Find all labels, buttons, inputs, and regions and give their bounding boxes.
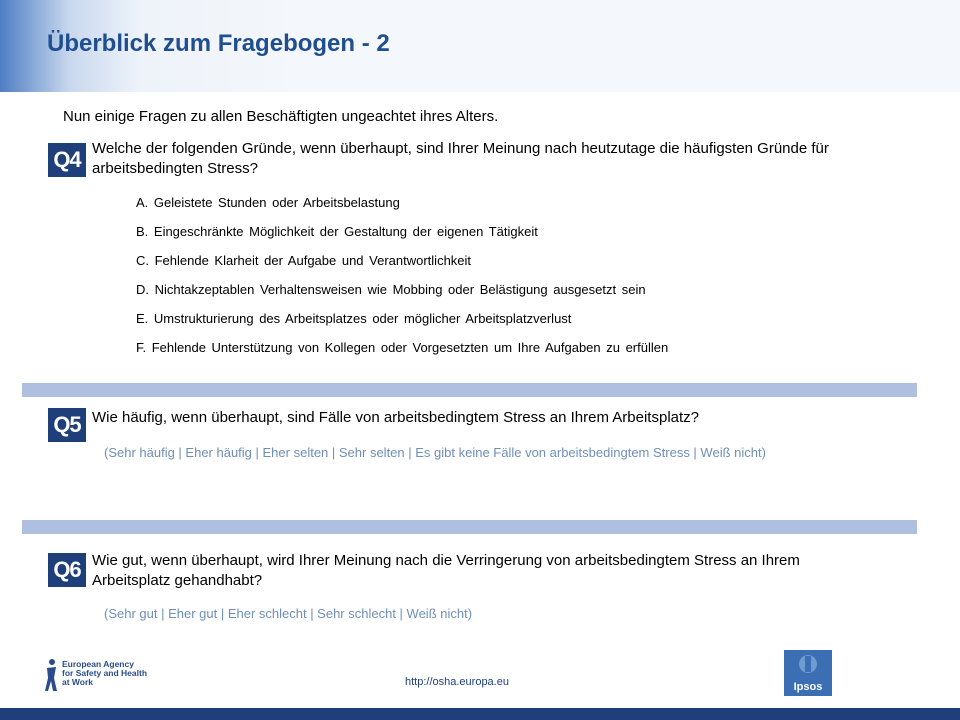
q5-badge: Q5 [48,408,86,442]
q4-option-d: D. Nichtakzeptablen Verhaltensweisen wie Mobbing oder Belästigung ausgesetzt sein [136,282,646,297]
ipsos-logo [784,650,832,696]
q4-question: Welche der folgenden Gründe, wenn überhaupt, sind Ihrer Meinung nach heutzutage die häufigsten Gründe für arbeitsbedingten Stress? [92,140,829,177]
page-title: Überblick zum Fragebogen - 2 [47,30,390,57]
q4-option-a: A. Geleistete Stunden oder Arbeitsbelastung [136,195,400,210]
eu-osha-logo [44,658,164,692]
eu-osha-figure-icon [44,658,58,692]
intro-text: Nun einige Fragen zu allen Beschäftigten ungeachtet ihres Alters. [63,108,499,125]
q6-question: Wie gut, wenn überhaupt, wird Ihrer Meinung nach die Verringerung von arbeitsbedingtem Stress an Ihrem Arbeitsplatz gehandhabt? [92,552,800,589]
section-separator [22,520,917,534]
section-separator [22,383,917,397]
q4-badge: Q4 [48,143,86,177]
q4-option-f: F. Fehlende Unterstützung von Kollegen oder Vorgesetzten um Ihre Aufgaben zu erfüllen [136,340,669,355]
q6-badge: Q6 [48,553,86,587]
q4-option-b: B. Eingeschränkte Möglichkeit der Gestaltung der eigenen Tätigkeit [136,224,538,239]
q4-option-c: C. Fehlende Klarheit der Aufgabe und Verantwortlichkeit [136,253,472,268]
footer-url[interactable]: http://osha.europa.eu [405,676,509,688]
q6-answer-options: (Sehr gut | Eher gut | Eher schlecht | Sehr schlecht | Weiß nicht) [104,606,473,621]
q5-answer-options: (Sehr häufig | Eher häufig | Eher selten | Sehr selten | Es gibt keine Fälle von arbeitsbedingtem Stress | Weiß nicht) [104,445,766,460]
q4-option-e: E. Umstrukturierung des Arbeitsplatzes oder möglicher Arbeitsplatzverlust [136,311,572,326]
q5-question: Wie häufig, wenn überhaupt, sind Fälle von arbeitsbedingtem Stress an Ihrem Arbeitsplatz? [92,409,700,426]
ipsos-emblem-icon [784,650,832,680]
eu-osha-logo-text: European Agency for Safety and Health at Work [62,659,148,687]
footer-bar [0,708,960,720]
ipsos-logo-text: Ipsos [793,681,823,693]
